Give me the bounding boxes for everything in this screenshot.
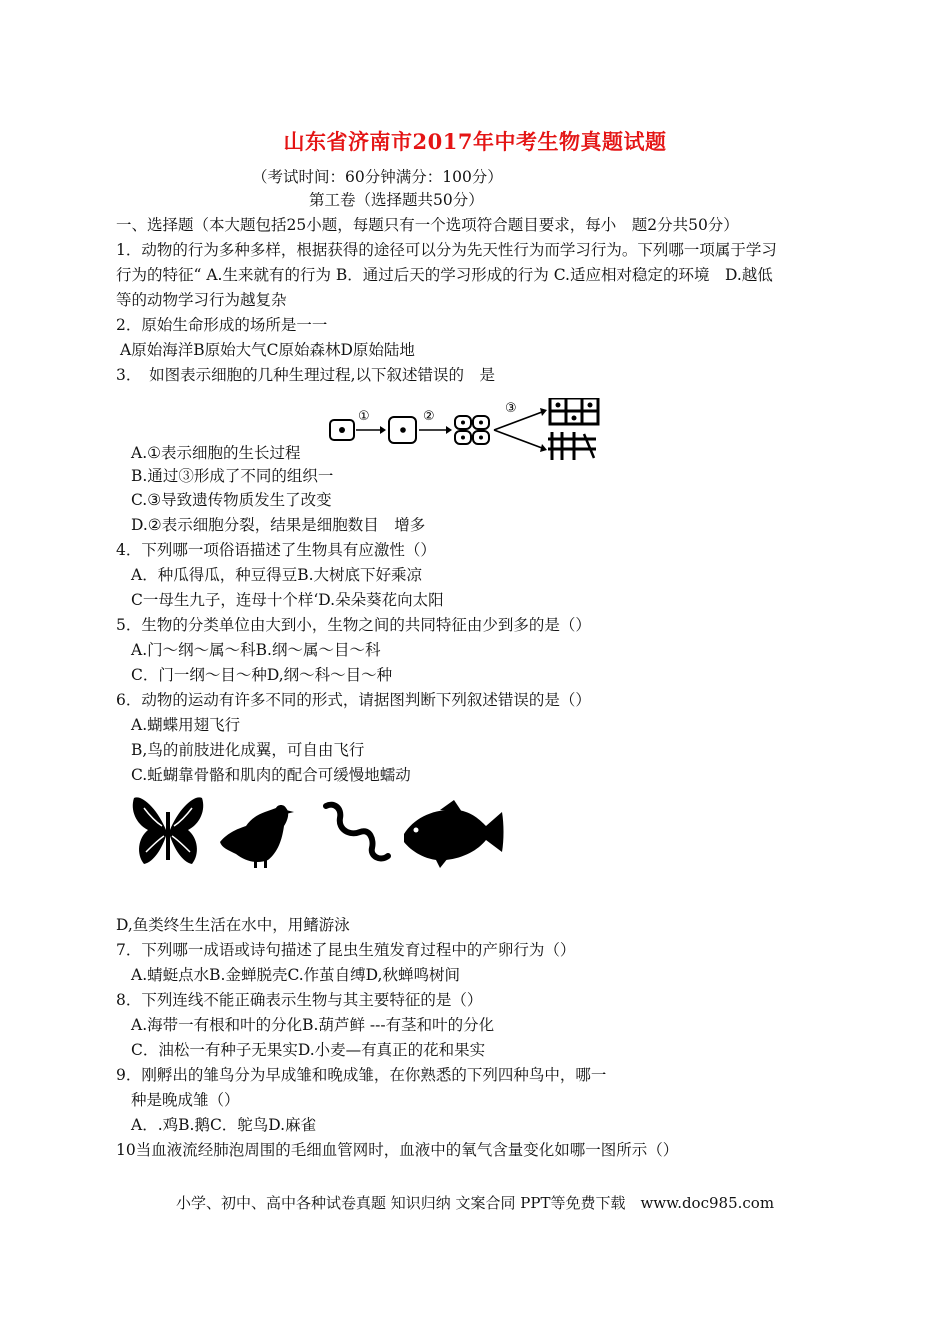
q1-line2: 行为的特征“ A.生来就有的行为 B．通过后天的学习形成的行为 C.适应相对稳定的环境 D.越低 [116,266,773,284]
tissue-lower [548,432,596,460]
divided-cells [455,416,489,444]
q1-line3: 等的动物学习行为越复杂 [116,291,287,309]
grown-cell [389,417,416,443]
q8-options-cd: C．油松一有种子无果实D.小麦—有真正的花和果实 [131,1041,486,1059]
q3-option-b: B.通过③形成了不同的组织一 [131,467,334,485]
q8-stem: 8．下列连线不能正确表示生物与其主要特征的是（） [116,991,483,1009]
q9-options: A．.鸡B.鹅C．鸵鸟D.麻雀 [131,1116,317,1134]
animals-figure [128,790,508,872]
q6-option-c: C.蚯蝴靠骨骼和肌肉的配合可缓慢地蠕动 [131,766,411,784]
q5-options-cd: C．门一纲～目～种D,纲～科～目～种 [131,666,393,684]
q4-stem: 4．下列哪一项俗语描述了生物具有应激性（） [116,541,436,559]
label-3: ③ [505,401,517,416]
footer-text: 小学、初中、高中各种试卷真题 知识归纳 文案合同 PPT等免费下载 www.doc985.com [175,1194,775,1212]
fish-icon [404,800,504,868]
q8-options-ab: A.海带一有根和叶的分化B.葫芦鲜 ---有茎和叶的分化 [131,1016,495,1034]
exam-info: （考试时间：60分钟满分：100分） [252,168,503,186]
tissue-upper [550,398,598,424]
q5-options-ab: A.门～纲～属～科B.纲～属～目～科 [131,641,381,659]
page-title: 山东省济南市2017年中考生物真题试题 [283,129,667,154]
q3-stem: 3． 如图表示细胞的几种生理过程,以下叙述错误的 是 [116,366,496,384]
q9-line1: 9．刚孵出的雏鸟分为早成雏和晚成雏，在你熟悉的下列四种鸟中，哪一 [116,1066,607,1084]
label-2: ② [423,409,435,424]
q10-stem: 10当血液流经肺泡周围的毛细血管网时，血液中的氧气含量变化如哪一图所示（） [116,1141,679,1159]
butterfly-icon [133,797,203,864]
q6-stem: 6．动物的运动有许多不同的形式，请据图判断下列叙述错误的是（） [116,691,591,709]
cell-process-figure [328,398,604,462]
label-1: ① [358,409,370,424]
q3-option-a: A.①表示细胞的生长过程 [131,444,301,462]
q2-stem: 2．原始生命形成的场所是一一 [116,316,328,334]
pigeon-icon [220,805,294,868]
part-heading: 第工卷（选择题共50分） [309,191,484,209]
q6-option-a: A.蝴蝶用翅飞行 [131,716,241,734]
q3-option-c: C.③导致遗传物质发生了改变 [131,491,332,509]
q5-stem: 5．生物的分类单位由大到小，生物之间的共同特征由少到多的是（） [116,616,591,634]
q2-options: A原始海洋B原始大气C原始森林D原始陆地 [120,341,415,359]
q7-stem: 7．下列哪一成语或诗句描述了昆虫生殖发育过程中的产卵行为（） [116,941,576,959]
section-heading: 一、选择题（本大题包括25小题，每题只有一个选项符合题目要求，每小 题2分共50分） [116,216,739,234]
q9-line2: 种是晚成雏（） [131,1091,240,1109]
single-cell [330,420,354,440]
q1-line1: 1．动物的行为多种多样，根据获得的途径可以分为先天性行为而学习行为。下列哪一项属于学习 [116,241,777,259]
q6-option-d: D,鱼类终生生活在水中，用鳍游泳 [116,916,350,934]
q6-option-b: B,鸟的前肢进化成翼，可自由飞行 [131,741,365,759]
q4-options-cd: C一母生九子，连母十个样‘D.朵朵葵花向太阳 [131,591,444,609]
q3-option-d: D.②表示细胞分裂，结果是细胞数目 增多 [131,516,426,534]
earthworm-icon [326,805,388,859]
q4-options-ab: A．种瓜得瓜，种豆得豆B.大树底下好乘凉 [131,566,423,584]
q7-options: A.蜻蜓点水B.金蝉脱壳C.作茧自缚D,秋蝉鸣树间 [131,966,460,984]
